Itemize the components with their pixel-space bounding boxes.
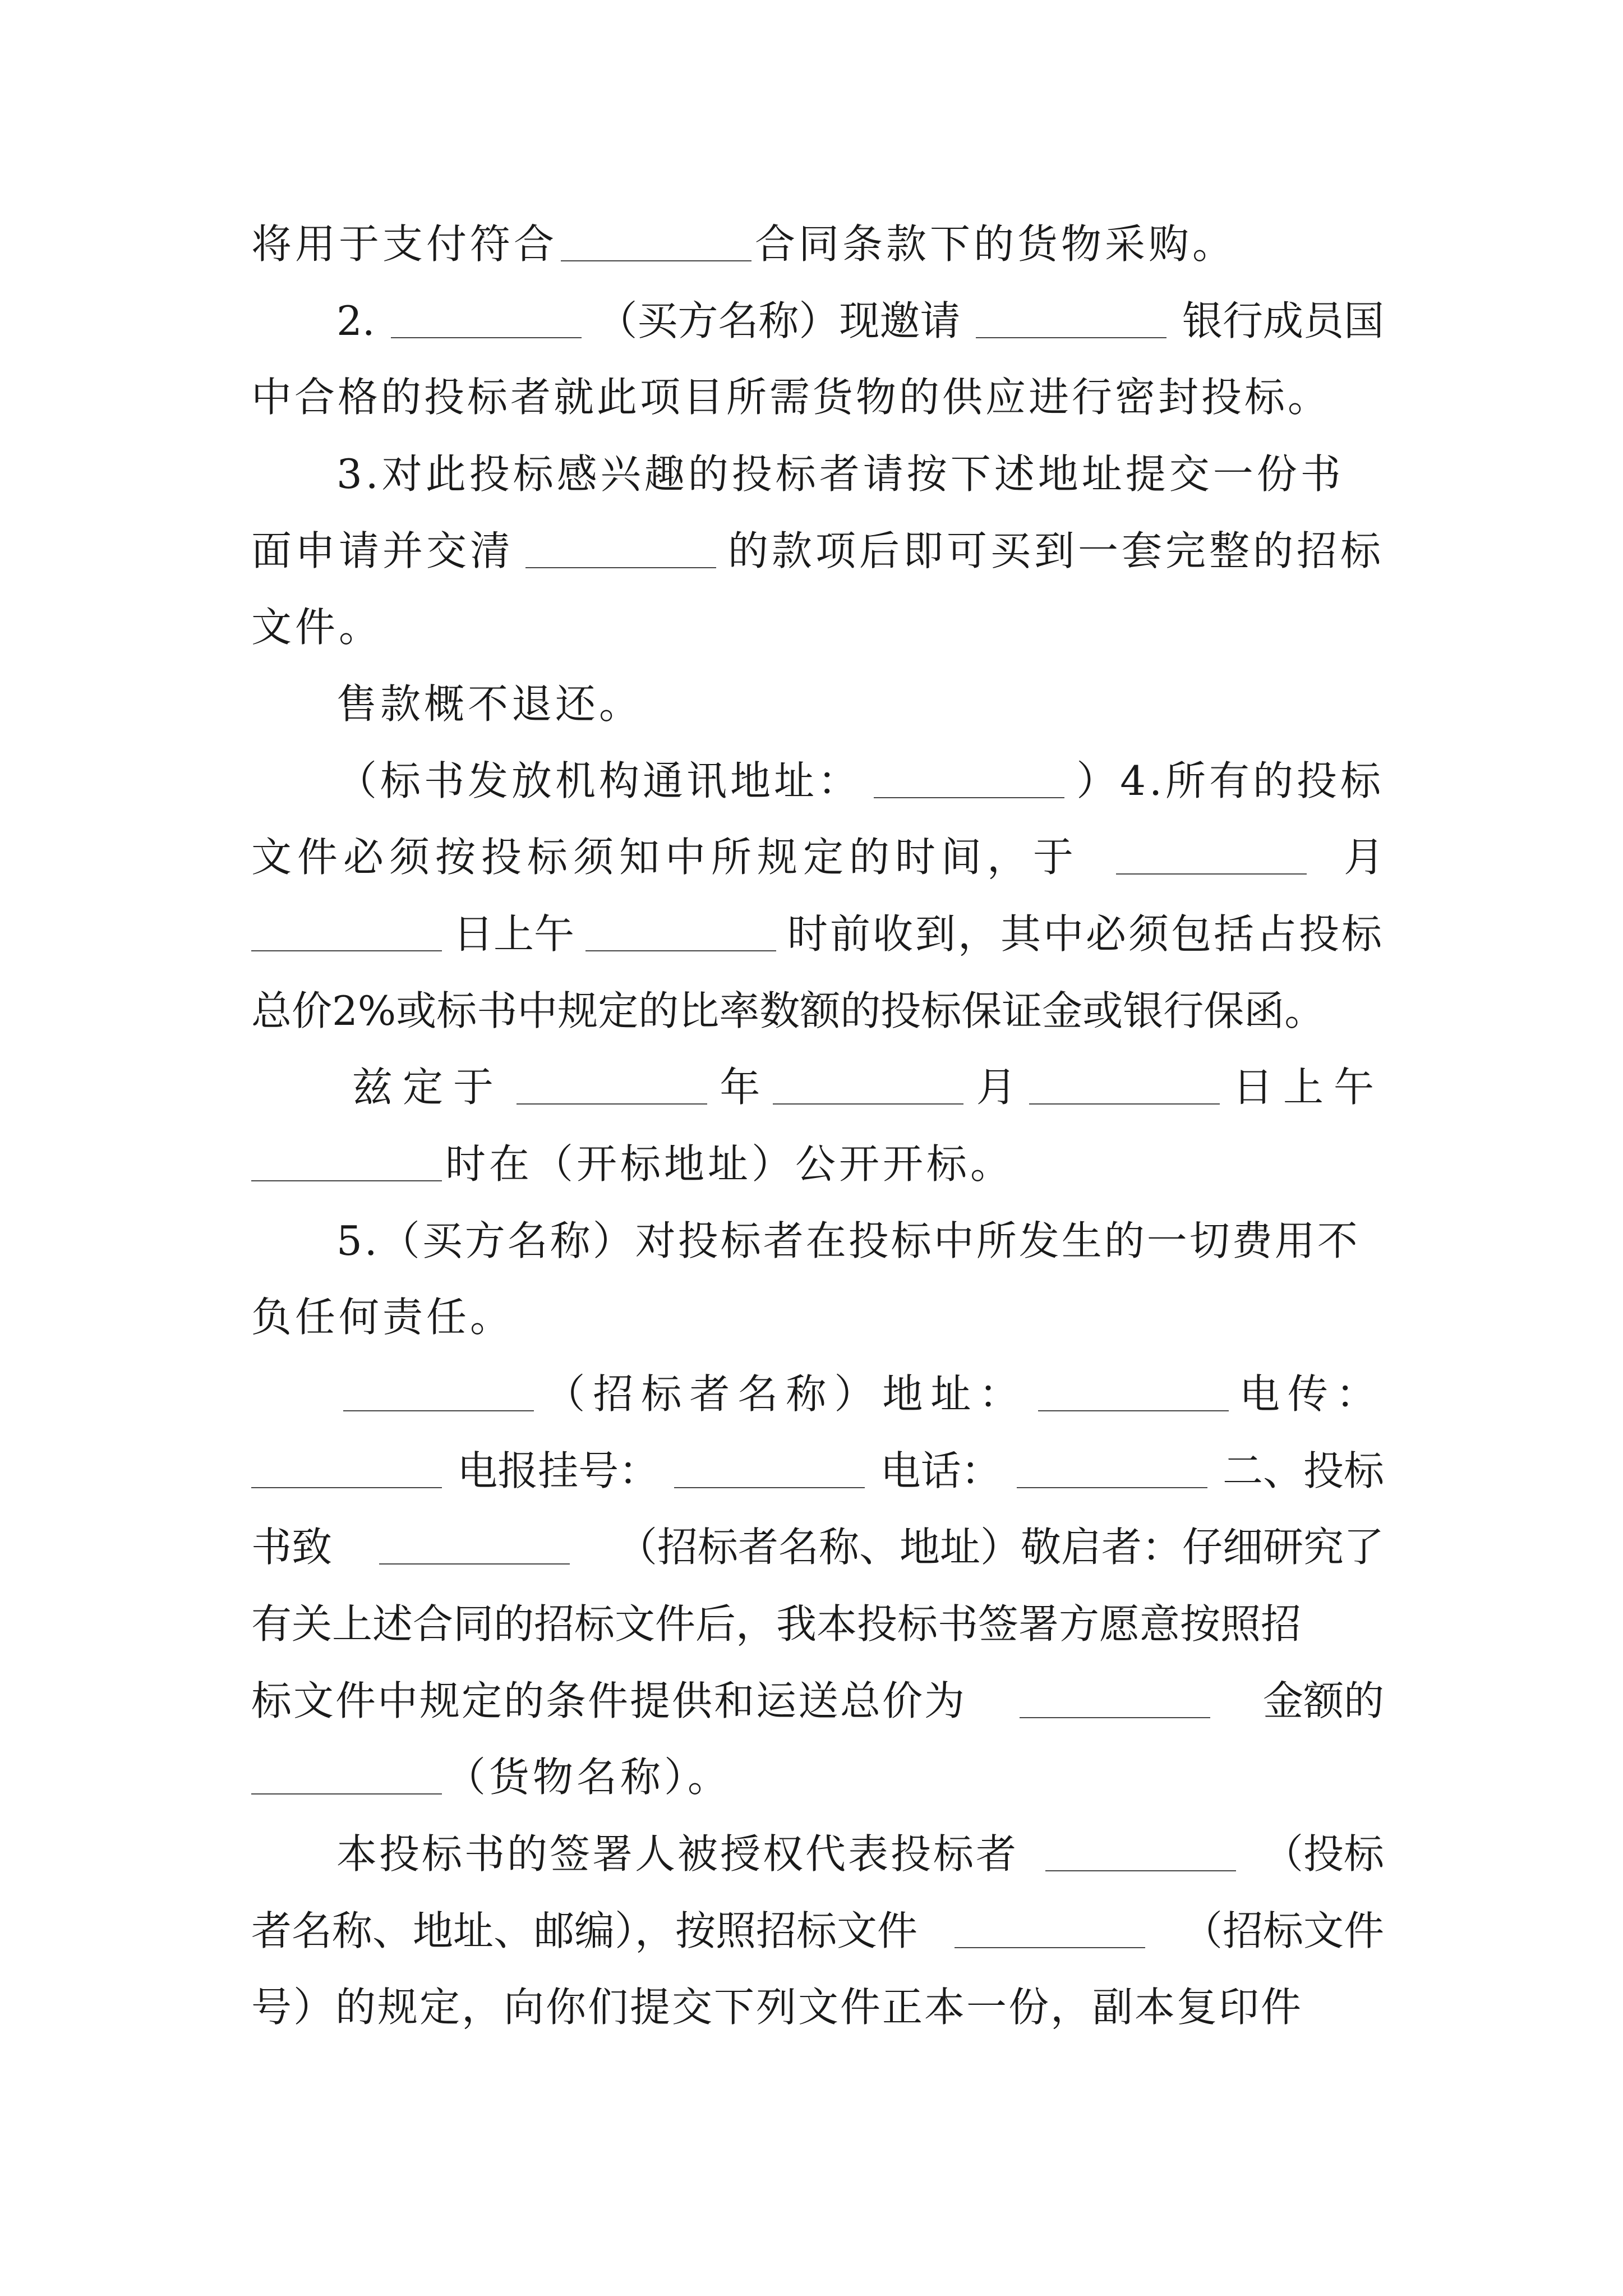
text-segment: 有关上述合同的招标文件后，我本投标书签署方愿意按照招 <box>251 1600 1302 1648</box>
text-line-6 <box>251 588 1384 666</box>
text-segment: （投标 <box>1262 1830 1384 1878</box>
fill-in-blank <box>525 533 716 568</box>
text-segment: 书致 <box>251 1524 333 1571</box>
text-segment: （招标者名称、地址）敬启者：仔细研究了 <box>616 1524 1384 1571</box>
text-line-12 <box>352 1048 1384 1126</box>
text-segment: 3.对此投标感兴趣的投标者请按下述地址提交一份书 <box>336 450 1344 498</box>
text-segment: 文件必须按投标须知中所规定的时间，于 <box>251 834 1080 881</box>
fill-in-blank <box>674 1453 865 1488</box>
text-line-13 <box>251 1125 1384 1203</box>
fill-in-blank <box>561 227 751 261</box>
fill-in-blank <box>1116 840 1307 875</box>
text-segment: 文件。 <box>251 604 383 651</box>
text-segment: （标书发放机构通讯地址： <box>336 757 862 804</box>
fill-in-blank <box>517 1070 707 1105</box>
text-line-9 <box>251 818 1384 896</box>
fill-in-blank <box>391 303 582 338</box>
text-segment: 5.（买方名称）对投标者在投标中所发生的一切费用不 <box>336 1217 1360 1264</box>
text-line-1 <box>251 205 1384 283</box>
text-segment: 电报挂号： <box>457 1447 660 1494</box>
text-segment: 2. <box>336 297 375 344</box>
text-segment: 金额的 <box>1262 1677 1384 1724</box>
text-segment: 的款项后即可买到一套完整的招标 <box>727 527 1384 574</box>
fill-in-blank <box>1045 1837 1236 1871</box>
text-line-4 <box>336 435 1384 513</box>
fill-in-blank <box>585 917 776 951</box>
text-segment: 负任何责任。 <box>251 1294 514 1341</box>
fill-in-blank <box>1017 1453 1207 1488</box>
text-segment: 二、投标 <box>1222 1447 1384 1494</box>
fill-in-blank <box>1038 1377 1229 1411</box>
text-segment: 银行成员国 <box>1182 297 1384 344</box>
text-line-10 <box>251 895 1384 973</box>
text-segment: 月 <box>976 1064 1017 1111</box>
text-line-5 <box>251 512 1384 590</box>
fill-in-blank <box>874 763 1064 798</box>
fill-in-blank <box>251 917 442 951</box>
text-segment: （招标文件 <box>1182 1907 1384 1954</box>
text-segment: 电传： <box>1239 1370 1384 1418</box>
text-line-22 <box>336 1815 1384 1893</box>
text-segment: 年 <box>720 1064 760 1111</box>
text-segment: 售款概不退还。 <box>336 680 643 728</box>
text-line-15 <box>251 1278 1384 1356</box>
text-line-8 <box>336 742 1384 820</box>
text-segment: （买方名称）现邀请 <box>597 297 961 344</box>
text-segment: 面申请并交清 <box>251 527 514 574</box>
text-line-24 <box>251 1968 1384 2046</box>
text-segment: 标文件中规定的条件提供和运送总价为 <box>251 1677 967 1724</box>
text-segment: 中合格的投标者就此项目所需货物的供应进行密封投标。 <box>251 374 1331 421</box>
fill-in-blank <box>1020 1683 1210 1718</box>
text-segment: 时在（开标地址）公开开标。 <box>445 1140 1015 1188</box>
text-segment: 将用于支付符合 <box>251 220 558 268</box>
text-line-2 <box>336 282 1384 360</box>
text-line-23 <box>251 1892 1384 1970</box>
fill-in-blank <box>976 303 1166 338</box>
text-line-11 <box>251 972 1384 1050</box>
text-segment: 者名称、地址、邮编），按照招标文件 <box>251 1907 918 1954</box>
fill-in-blank <box>251 1147 442 1181</box>
text-segment: ）4.所有的投标 <box>1076 757 1384 804</box>
text-segment: 合同条款下的货物采购。 <box>755 220 1237 268</box>
text-segment: （货物名称）。 <box>445 1754 732 1801</box>
text-line-7 <box>336 665 1384 743</box>
text-segment: （招标者名称）地址： <box>545 1370 1027 1418</box>
fill-in-blank <box>379 1530 570 1565</box>
fill-in-blank <box>773 1070 963 1105</box>
text-line-18 <box>251 1508 1384 1586</box>
text-line-19 <box>251 1585 1384 1663</box>
text-segment: 电话： <box>880 1447 1002 1494</box>
text-line-20 <box>251 1662 1384 1740</box>
fill-in-blank <box>955 1913 1145 1948</box>
text-line-21 <box>251 1738 1384 1816</box>
text-segment: 号）的规定，向你们提交下列文件正本一份，副本复印件 <box>251 1984 1303 2031</box>
text-segment: 兹定于 <box>352 1064 504 1111</box>
text-segment: 时前收到，其中必须包括占投标 <box>787 910 1384 958</box>
text-segment: 日上午 <box>1232 1064 1384 1111</box>
text-line-17 <box>251 1432 1384 1510</box>
fill-in-blank <box>251 1760 442 1795</box>
fill-in-blank <box>343 1377 534 1411</box>
text-line-14 <box>336 1202 1384 1280</box>
fill-in-blank <box>1029 1070 1220 1105</box>
text-segment: 月 <box>1343 834 1384 881</box>
fill-in-blank <box>251 1453 442 1488</box>
text-line-16 <box>343 1355 1384 1433</box>
text-segment: 日上午 <box>453 910 574 958</box>
text-segment: 本投标书的签署人被授权代表投标者 <box>336 1830 1019 1878</box>
text-segment: 总价2%或标书中规定的比率数额的投标保证金或银行保函。 <box>251 987 1325 1034</box>
text-line-3 <box>251 358 1384 436</box>
